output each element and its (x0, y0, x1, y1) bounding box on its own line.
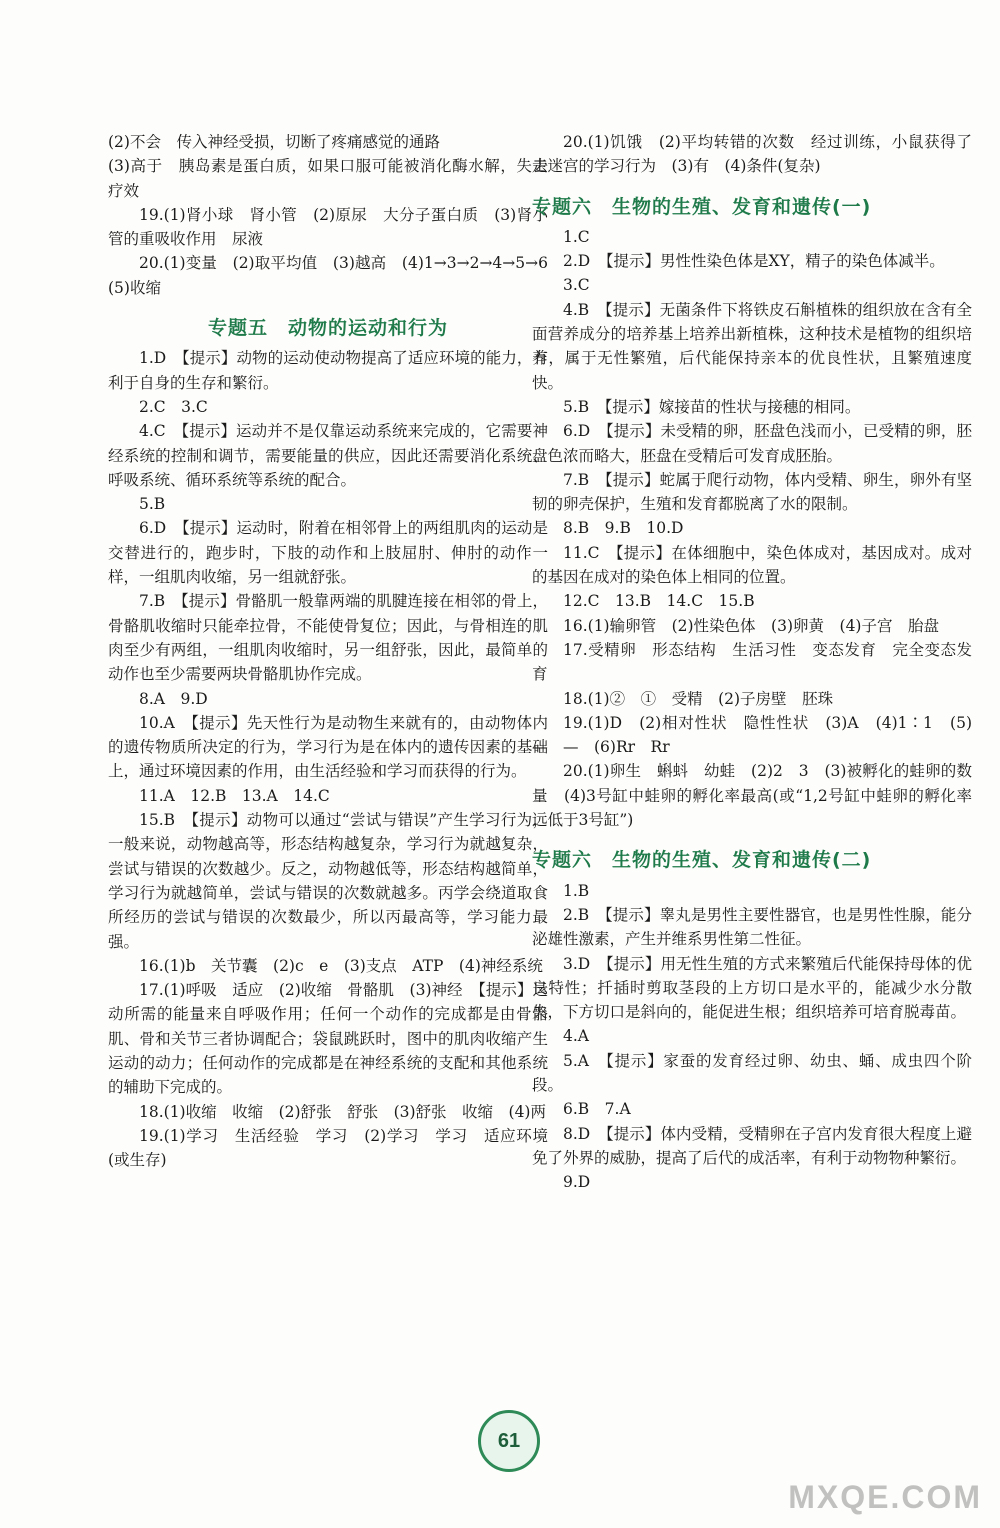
answer-paragraph: (2)不会 传入神经受损，切断了疼痛感觉的通路 (108, 133, 440, 151)
answer-paragraph: 11.A 12.B 13.A 14.C (139, 786, 330, 805)
answer-paragraph: 8.D 【提示】体内受精，受精卵在子宫内发育很大程度上避免了外界的威胁，提高了后代的成活率，有利于动物物种繁衍。 (532, 1124, 972, 1167)
section5-answers (108, 346, 548, 1172)
answer-paragraph: 3.C (563, 276, 590, 295)
section-heading: 专题六 生物的生殖、发育和遗传(一) (532, 195, 872, 218)
answer-paragraph: 5.B 【提示】嫁接苗的性状与接穗的相同。 (563, 397, 861, 416)
left-top-answers (108, 130, 564, 300)
answer-paragraph: 17.受精卵 形态结构 生活习性 变态发育 完全变态发育 (532, 640, 972, 684)
answer-paragraph: 2.C 3.C (139, 397, 208, 416)
section6a-answers (532, 225, 972, 832)
answer-paragraph: 5.A 【提示】家蚕的发育经过卵、幼虫、蛹、成虫四个阶段。 (532, 1051, 972, 1094)
answer-paragraph: 3.D 【提示】用无性生殖的方式来繁殖后代能保持母体的优良特性；扦插时剪取茎段的上方切口是水平的，能减少水分散失，下方切口是斜向的，能促进生根；组织培养可培育脱毒苗。 (532, 954, 972, 1022)
page-number: 61 (497, 1429, 521, 1452)
answer-paragraph: 2.D 【提示】男性性染色体是XY，精子的染色体减半。 (563, 252, 945, 271)
answer-paragraph: 9.D (563, 1173, 591, 1192)
answer-paragraph: 11.C 【提示】在体细胞中，染色体成对，基因成对。成对的基因在成对的染色体上相同的位置。 (532, 543, 972, 587)
answer-paragraph: 19.(1)D (2)相对性状 隐性性状 (3)A (4)1∶1 (5)— — (6)Rr Rr (532, 713, 972, 757)
answer-paragraph: 18.(1)② ① 受精 (2)子房壁 胚珠 (563, 689, 834, 708)
answer-paragraph: 16.(1)b 关节囊 (2)c e (3)支点 ATP (4)神经系统 (139, 956, 543, 975)
answer-paragraph: 6.D 【提示】运动时，附着在相邻骨上的两组肌肉的运动是交替进行的，跑步时，下肢的动作和上肢屈肘、伸肘的动作一样，一组肌肉收缩，另一组就舒张。 (108, 519, 548, 587)
page-number-badge (478, 1410, 540, 1472)
answer-paragraph: 17.(1)呼吸 适应 (2)收缩 骨骼肌 (3)神经 【提示】运动所需的能量来自呼吸作用；任何一个动作的完成都是由骨骼肌、骨和关节三者协调配合；袋鼠跳跃时，图中的肌肉收缩产生运动的动力；任何动作的完成都是在神经系统的支配和其他系统的辅助下完成的。 (108, 981, 548, 1097)
answer-paragraph: 19.(1)肾小球 肾小管 (2)原尿 大分子蛋白质 (3)肾小管的重吸收作用 尿液 (108, 205, 548, 249)
answer-paragraph: 20.(1)卵生 蝌蚪 幼蛙 (2)2 3 (3)被孵化的蛙卵的数量 (4)3号缸中蛙卵的孵化率最高(或“1,2号缸中蛙卵的孵化率远低于3号缸”) (532, 762, 972, 830)
section-heading: 专题六 生物的生殖、发育和遗传(二) (532, 849, 872, 872)
answer-paragraph: 20.(1)饥饿 (2)平均转错的次数 经过训练，小鼠获得了走迷宫的学习行为 (3)有 (4)条件(复杂) (532, 133, 972, 176)
answer-paragraph: 16.(1)输卵管 (2)性染色体 (3)卵黄 (4)子宫 胎盘 (563, 616, 939, 635)
answer-paragraph: 10.A 【提示】先天性行为是动物生来就有的，由动物体内的遗传物质所决定的行为，学习行为是在体内的遗传因素的基础上，通过环境因素的作用，由生活经验和学习而获得的行为。 (108, 713, 548, 781)
answer-paragraph: 2.B 【提示】睾丸是男性主要性器官，也是男性性腺，能分泌雄性激素，产生并维系男性第二性征。 (532, 905, 972, 949)
site-watermark: MXQE.COM (788, 1479, 982, 1515)
answer-paragraph: 15.B 【提示】动物可以通过“尝试与错误”产生学习行为，一般来说，动物越高等，形态结构越复杂，学习行为就越复杂，尝试与错误的次数越少。反之，动物越低等，形态结构越简单，学习行为就越简单，尝试与错误的次数就越多。丙学会绕道取食所经历的尝试与错误的次数最少，所以丙最高等，学习能力最强。 (108, 811, 548, 951)
section-heading: 专题五 动物的运动和行为 (207, 317, 448, 340)
answer-paragraph: 4.A (563, 1027, 589, 1046)
answer-paragraph: 4.B 【提示】无菌条件下将铁皮石斛植株的组织放在含有全面营养成分的培养基上培养出新植株，这种技术是植物的组织培养，属于无性繁殖，后代能保持亲本的优良性状，且繁殖速度快。 (532, 300, 972, 392)
answer-paragraph: 6.B 7.A (563, 1100, 631, 1119)
answer-paragraph: 6.D 【提示】未受精的卵，胚盘色浅而小，已受精的卵，胚盘色浓而略大，胚盘在受精后可发育成胚胎。 (532, 422, 972, 465)
answer-paragraph: (3)高于 胰岛素是蛋白质，如果口服可能被消化酶水解，失去疗效 (108, 157, 548, 200)
answer-paragraph: 8.B 9.B 10.D (563, 519, 684, 538)
left-column (108, 130, 564, 1172)
answer-paragraph: 5.B (139, 495, 166, 514)
answer-paragraph: 7.B 【提示】蛇属于爬行动物，体内受精、卵生，卵外有坚韧的卵壳保护，生殖和发育都脱离了水的限制。 (532, 470, 972, 514)
section6b-answers (532, 879, 972, 1195)
answer-paragraph: 1.C (563, 227, 590, 246)
answer-paragraph: 7.B 【提示】骨骼肌一般靠两端的肌腱连接在相邻的骨上，骨骼肌收缩时只能牵拉骨，不能使骨复位；因此，与骨相连的肌肉至少有两组，一组肌肉收缩时，另一组舒张，因此，最简单的动作也至少需要两块骨骼肌协作完成。 (108, 592, 548, 684)
right-column (532, 130, 972, 1194)
answer-paragraph: 20.(1)变量 (2)取平均值 (3)越高 (4)1→3→2→4→5→6 (5)收缩 (108, 254, 564, 297)
right-top-answers (532, 130, 972, 179)
answer-paragraph: 12.C 13.B 14.C 15.B (563, 592, 755, 611)
answer-paragraph: 8.A 9.D (139, 689, 208, 708)
answer-paragraph: 1.B (563, 881, 590, 900)
answer-paragraph: 18.(1)收缩 收缩 (2)舒张 舒张 (3)舒张 收缩 (4)两 (139, 1102, 546, 1121)
answer-paragraph: 19.(1)学习 生活经验 学习 (2)学习 学习 适应环境(或生存) (108, 1126, 548, 1170)
answer-paragraph: 4.C 【提示】运动并不是仅靠运动系统来完成的，它需要神经系统的控制和调节，需要能量的供应，因此还需要消化系统、呼吸系统、循环系统等系统的配合。 (108, 422, 548, 489)
answer-paragraph: 1.D 【提示】动物的运动使动物提高了适应环境的能力，有利于自身的生存和繁衍。 (108, 349, 548, 392)
